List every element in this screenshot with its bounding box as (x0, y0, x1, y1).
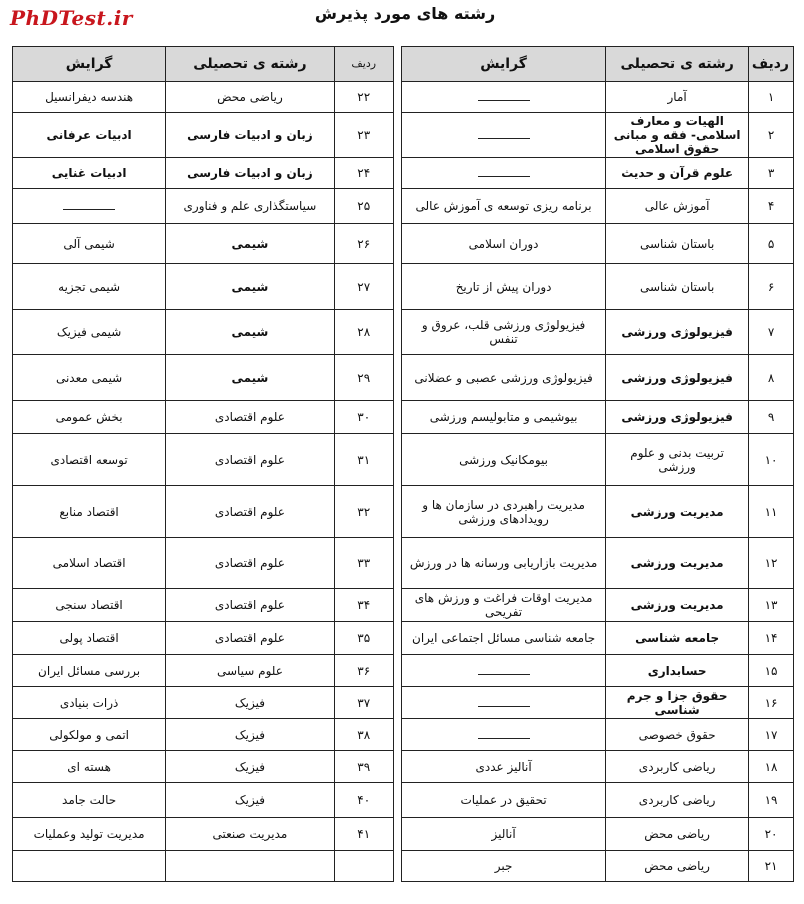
field-name: جامعه شناسی (606, 622, 749, 655)
orientation-2: اقتصاد پولی (13, 622, 166, 655)
column-gap (393, 687, 401, 719)
orientation: فیزیولوژی ورزشی عصبی و عضلانی (402, 355, 606, 401)
field-name: تربیت بدنی و علوم ورزشی (606, 434, 749, 486)
row-number: ۶ (749, 264, 794, 310)
orientation: دوران پیش از تاریخ (402, 264, 606, 310)
row-number-2: ۴۱ (334, 818, 393, 851)
row-number: ۱۲ (749, 538, 794, 589)
field-name-2: علوم سیاسی (166, 655, 334, 687)
orientation-2: ادبیات غنایی (13, 158, 166, 189)
field-name-2: شیمی (166, 224, 334, 264)
table-row (13, 655, 794, 687)
field-name-2: زبان و ادبیات فارسی (166, 113, 334, 158)
column-gap (393, 851, 401, 882)
row-number: ۱۰ (749, 434, 794, 486)
field-name: ریاضی محض (606, 851, 749, 882)
header-radif-2: ردیف (334, 47, 393, 82)
field-name-2: زبان و ادبیات فارسی (166, 158, 334, 189)
table-row (13, 113, 794, 158)
row-number: ۷ (749, 310, 794, 355)
row-number: ۱۴ (749, 622, 794, 655)
table-row (13, 434, 794, 486)
column-gap (393, 751, 401, 783)
column-gap (393, 401, 401, 434)
orientation-2: اقتصاد اسلامی (13, 538, 166, 589)
field-name: علوم قرآن و حدیث (606, 158, 749, 189)
header-radif: ردیف (749, 47, 794, 82)
orientation: تحقیق در عملیات (402, 783, 606, 818)
table-row (13, 538, 794, 589)
field-name-2: فیزیک (166, 687, 334, 719)
column-gap (393, 538, 401, 589)
row-number-2: ۳۷ (334, 687, 393, 719)
orientation-2: شیمی تجزیه (13, 264, 166, 310)
column-gap (393, 655, 401, 687)
field-name-2: علوم اقتصادی (166, 401, 334, 434)
row-number: ۱۹ (749, 783, 794, 818)
blank-line (478, 666, 530, 675)
field-name: باستان شناسی (606, 224, 749, 264)
orientation-blank-2 (13, 189, 166, 224)
column-gap (393, 47, 401, 82)
header-orientation: گرایش (402, 47, 606, 82)
accepted-fields-table (12, 46, 794, 882)
column-gap (393, 719, 401, 751)
field-name-2: علوم اقتصادی (166, 434, 334, 486)
orientation-2: ذرات بنیادی (13, 687, 166, 719)
row-number: ۲ (749, 113, 794, 158)
field-name: ریاضی کاربردی (606, 751, 749, 783)
row-number-2: ۴۰ (334, 783, 393, 818)
field-name: ریاضی محض (606, 818, 749, 851)
field-name: ریاضی کاربردی (606, 783, 749, 818)
table-row (13, 82, 794, 113)
row-number: ۱۱ (749, 486, 794, 538)
row-number: ۱۳ (749, 589, 794, 622)
row-number: ۲۰ (749, 818, 794, 851)
orientation: بیومکانیک ورزشی (402, 434, 606, 486)
orientation: فیزیولوژی ورزشی قلب، عروق و تنفس (402, 310, 606, 355)
field-name-2: سیاستگذاری علم و فناوری (166, 189, 334, 224)
field-name: مدیریت ورزشی (606, 486, 749, 538)
header-orientation-2: گرایش (13, 47, 166, 82)
field-name: فیزیولوژی ورزشی (606, 401, 749, 434)
site-logo: PhDTest.ir (10, 6, 133, 30)
orientation-2 (13, 851, 166, 882)
row-number-2: ۳۶ (334, 655, 393, 687)
field-name-2 (166, 851, 334, 882)
field-name: مدیریت ورزشی (606, 589, 749, 622)
column-gap (393, 224, 401, 264)
orientation-2: حالت جامد (13, 783, 166, 818)
orientation-2: ادبیات عرفانی (13, 113, 166, 158)
orientation-2: شیمی معدنی (13, 355, 166, 401)
orientation-blank (402, 655, 606, 687)
row-number: ۱۶ (749, 687, 794, 719)
row-number-2: ۲۲ (334, 82, 393, 113)
row-number-2: ۲۶ (334, 224, 393, 264)
orientation: برنامه ریزی توسعه ی آموزش عالی (402, 189, 606, 224)
row-number-2: ۲۹ (334, 355, 393, 401)
header-field: رشته ی تحصیلی (606, 47, 749, 82)
field-name: مدیریت ورزشی (606, 538, 749, 589)
column-gap (393, 818, 401, 851)
orientation-2: شیمی فیزیک (13, 310, 166, 355)
field-name: الهیات و معارف اسلامی- فقه و مبانی حقوق اسلامی (606, 113, 749, 158)
orientation: بیوشیمی و متابولیسم ورزشی (402, 401, 606, 434)
field-name-2: شیمی (166, 355, 334, 401)
row-number: ۹ (749, 401, 794, 434)
table-row (13, 751, 794, 783)
row-number: ۱ (749, 82, 794, 113)
table-body (13, 82, 794, 882)
field-name-2: شیمی (166, 310, 334, 355)
table-row (13, 355, 794, 401)
row-number: ۱۵ (749, 655, 794, 687)
row-number-2: ۳۱ (334, 434, 393, 486)
table-header-row (13, 47, 794, 82)
orientation-blank (402, 719, 606, 751)
field-name: آموزش عالی (606, 189, 749, 224)
column-gap (393, 82, 401, 113)
field-name-2: فیزیک (166, 719, 334, 751)
page-title: رشته های مورد پذیرش (314, 4, 496, 23)
blank-line (478, 730, 530, 739)
orientation: دوران اسلامی (402, 224, 606, 264)
column-gap (393, 355, 401, 401)
row-number-2: ۳۸ (334, 719, 393, 751)
table-row (13, 224, 794, 264)
table-row (13, 486, 794, 538)
table-row (13, 622, 794, 655)
row-number: ۴ (749, 189, 794, 224)
orientation: جامعه شناسی مسائل اجتماعی ایران (402, 622, 606, 655)
field-name-2: علوم اقتصادی (166, 486, 334, 538)
table-row (13, 851, 794, 882)
table-row (13, 818, 794, 851)
row-number-2: ۳۵ (334, 622, 393, 655)
row-number-2: ۲۴ (334, 158, 393, 189)
table-row (13, 158, 794, 189)
blank-line (63, 201, 115, 210)
row-number: ۱۸ (749, 751, 794, 783)
field-name: فیزیولوژی ورزشی (606, 355, 749, 401)
orientation: جبر (402, 851, 606, 882)
blank-line (478, 168, 530, 177)
column-gap (393, 158, 401, 189)
row-number: ۸ (749, 355, 794, 401)
row-number-2: ۳۳ (334, 538, 393, 589)
field-name: حسابداری (606, 655, 749, 687)
orientation-blank (402, 82, 606, 113)
header-field-2: رشته ی تحصیلی (166, 47, 334, 82)
row-number-2: ۲۸ (334, 310, 393, 355)
table-row (13, 719, 794, 751)
row-number: ۵ (749, 224, 794, 264)
field-name-2: علوم اقتصادی (166, 538, 334, 589)
row-number: ۳ (749, 158, 794, 189)
column-gap (393, 622, 401, 655)
blank-line (478, 130, 530, 139)
orientation-2: بررسی مسائل ایران (13, 655, 166, 687)
row-number-2: ۲۵ (334, 189, 393, 224)
blank-line (478, 698, 530, 707)
field-name: حقوق خصوصی (606, 719, 749, 751)
table-row (13, 783, 794, 818)
field-name-2: فیزیک (166, 783, 334, 818)
field-name: حقوق جزا و جرم شناسی (606, 687, 749, 719)
orientation: مدیریت اوقات فراغت و ورزش های تفریحی (402, 589, 606, 622)
row-number: ۲۱ (749, 851, 794, 882)
row-number-2: ۳۴ (334, 589, 393, 622)
row-number-2: ۳۲ (334, 486, 393, 538)
orientation-blank (402, 687, 606, 719)
row-number-2 (334, 851, 393, 882)
field-name-2: علوم اقتصادی (166, 589, 334, 622)
field-name: فیزیولوژی ورزشی (606, 310, 749, 355)
table-row (13, 687, 794, 719)
column-gap (393, 783, 401, 818)
orientation-2: بخش عمومی (13, 401, 166, 434)
orientation: آنالیز عددی (402, 751, 606, 783)
column-gap (393, 589, 401, 622)
field-name-2: مدیریت صنعتی (166, 818, 334, 851)
orientation-2: مدیریت تولید وعملیات (13, 818, 166, 851)
orientation-2: اقتصاد سنجی (13, 589, 166, 622)
orientation-2: توسعه اقتصادی (13, 434, 166, 486)
blank-line (478, 92, 530, 101)
row-number: ۱۷ (749, 719, 794, 751)
column-gap (393, 486, 401, 538)
orientation: آنالیز (402, 818, 606, 851)
field-name-2: علوم اقتصادی (166, 622, 334, 655)
table-row (13, 401, 794, 434)
row-number-2: ۳۹ (334, 751, 393, 783)
column-gap (393, 113, 401, 158)
field-name-2: ریاضی محض (166, 82, 334, 113)
orientation-2: شیمی آلی (13, 224, 166, 264)
table-row (13, 189, 794, 224)
orientation-blank (402, 113, 606, 158)
row-number-2: ۲۷ (334, 264, 393, 310)
field-name: آمار (606, 82, 749, 113)
column-gap (393, 189, 401, 224)
table-row (13, 310, 794, 355)
orientation-blank (402, 158, 606, 189)
row-number-2: ۲۳ (334, 113, 393, 158)
table-row (13, 264, 794, 310)
orientation-2: اتمی و مولکولی (13, 719, 166, 751)
field-name: باستان شناسی (606, 264, 749, 310)
column-gap (393, 310, 401, 355)
orientation-2: هندسه دیفرانسیل (13, 82, 166, 113)
orientation: مدیریت بازاریابی ورسانه ها در ورزش (402, 538, 606, 589)
column-gap (393, 264, 401, 310)
column-gap (393, 434, 401, 486)
table-row (13, 589, 794, 622)
orientation: مدیریت راهبردی در سازمان ها و رویدادهای ورزشی (402, 486, 606, 538)
orientation-2: اقتصاد منابع (13, 486, 166, 538)
orientation-2: هسته ای (13, 751, 166, 783)
field-name-2: شیمی (166, 264, 334, 310)
row-number-2: ۳۰ (334, 401, 393, 434)
field-name-2: فیزیک (166, 751, 334, 783)
